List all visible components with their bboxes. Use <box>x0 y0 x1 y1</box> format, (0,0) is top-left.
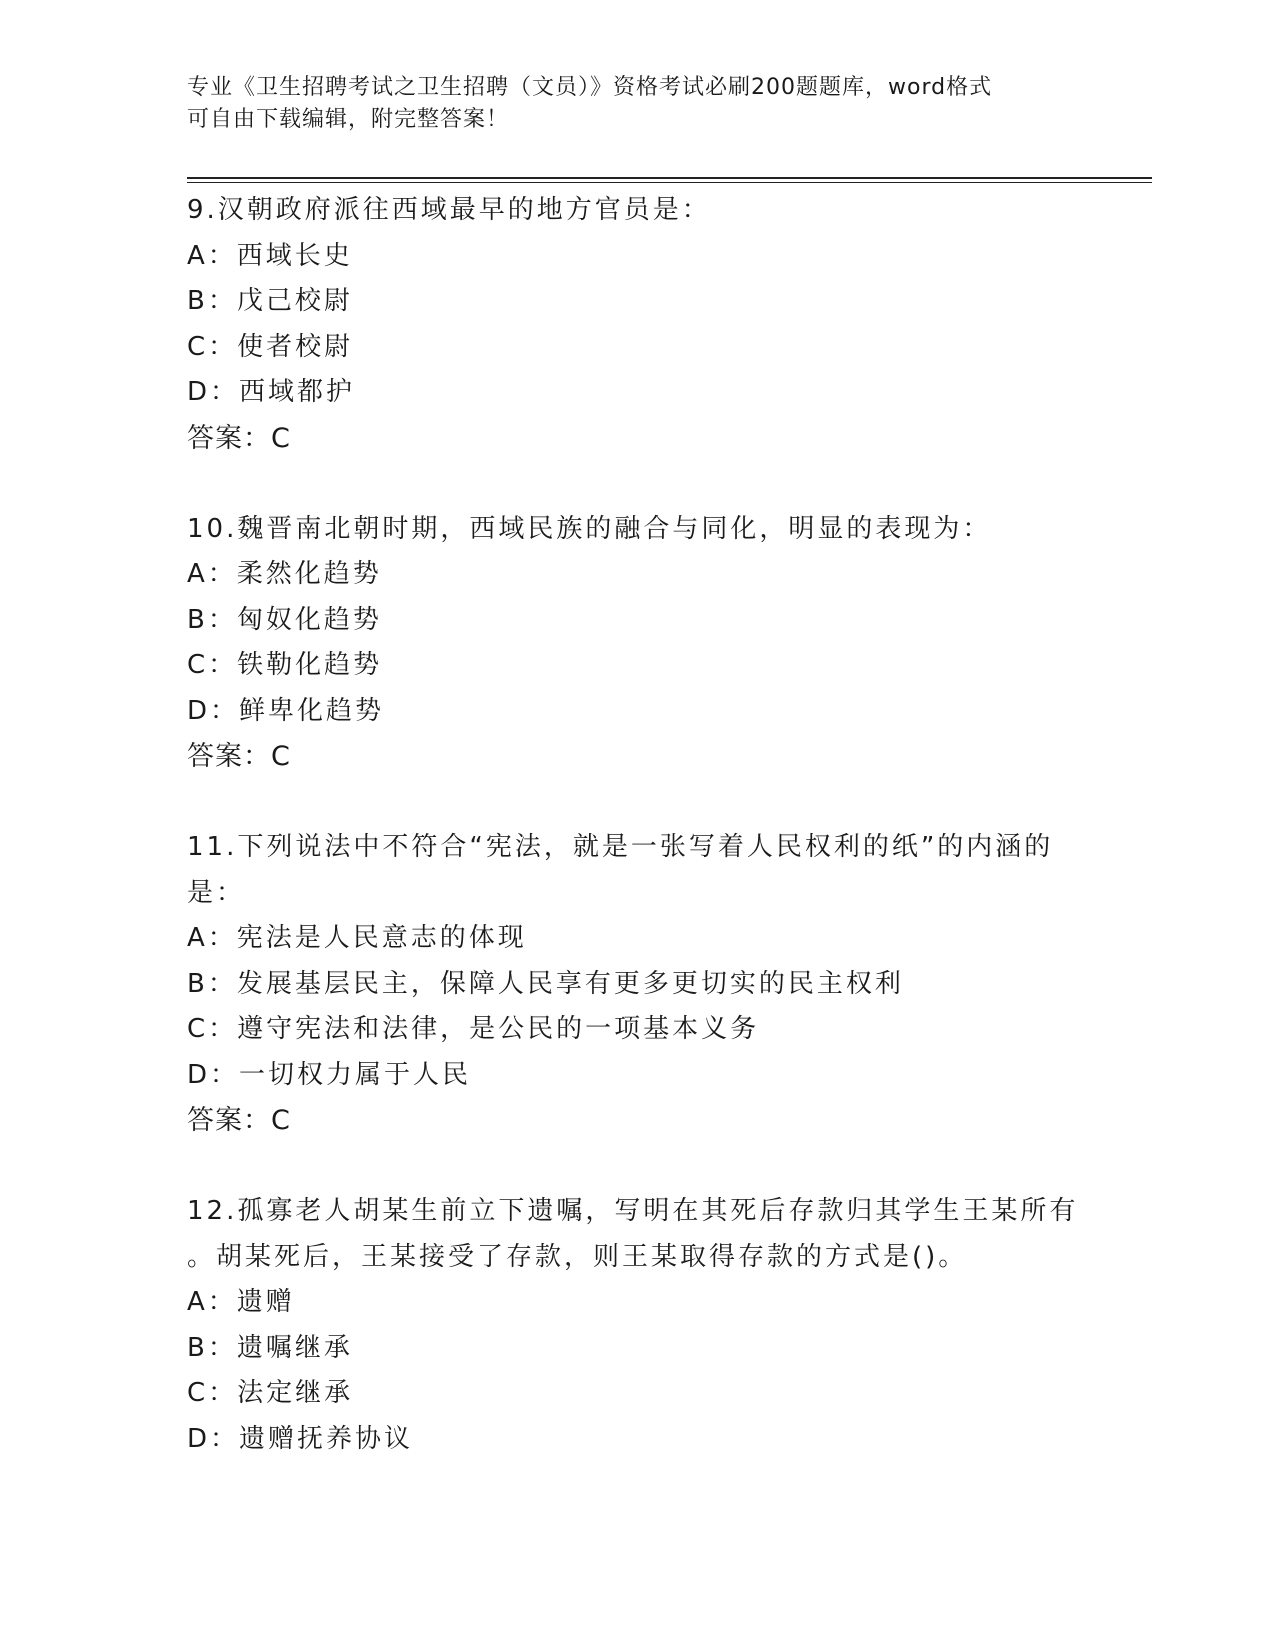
option-b: B：发展基层民主，保障人民享有更多更切实的民主权利 <box>187 968 904 999</box>
header-divider-thin <box>187 182 1152 183</box>
option-c: C：铁勒化趋势 <box>187 650 383 680</box>
header-line-2: 可自由下载编辑，附完整答案！ <box>187 107 510 132</box>
question-list <box>187 188 1087 1462</box>
question-text-line-2: 是： <box>187 877 246 908</box>
question-text-line-1: 12.孤寡老人胡某生前立下遗嘱，写明在其死后存款归其学生王某所有 <box>187 1196 1079 1226</box>
answer-text: 答案：C <box>187 741 291 772</box>
answer-text: 答案：C <box>187 1105 291 1136</box>
option-d: D：一切权力属于人民 <box>187 1059 472 1090</box>
option-d: D：遗赠抚养协议 <box>187 1423 414 1454</box>
option-d: D：鲜卑化趋势 <box>187 695 385 726</box>
answer-text: 答案：C <box>187 422 291 454</box>
question-text: 10.魏晋南北朝时期，西域民族的融合与同化，明显的表现为： <box>187 513 992 544</box>
option-d: D：西域都护 <box>187 377 356 407</box>
option-c: C：法定继承 <box>187 1378 354 1408</box>
option-a: A：宪法是人民意志的体现 <box>187 923 527 953</box>
question-block <box>187 188 1087 461</box>
option-b: B：戊己校尉 <box>187 286 353 316</box>
header-line-1: 专业《卫生招聘考试之卫生招聘（文员）》资格考试必刷200题题库，word格式 <box>187 75 993 100</box>
question-block <box>187 507 1087 780</box>
option-a: A：遗赠 <box>187 1287 295 1317</box>
question-text-line-1: 11.下列说法中不符合“宪法，就是一张写着人民权利的纸”的内涵的 <box>187 832 1054 862</box>
option-a: A：柔然化趋势 <box>187 559 382 589</box>
spacer <box>187 461 1087 507</box>
option-c: C：使者校尉 <box>187 331 354 362</box>
question-text-line-2: 。胡某死后，王某接受了存款，则王某取得存款的方式是()。 <box>187 1241 968 1272</box>
question-block <box>187 1189 1087 1462</box>
question-block <box>187 825 1087 1144</box>
spacer <box>187 1144 1087 1190</box>
option-a: A：西域长史 <box>187 240 353 271</box>
document-header <box>187 72 1067 136</box>
option-b: B：匈奴化趋势 <box>187 604 382 635</box>
question-text: 9.汉朝政府派往西域最早的地方官员是： <box>187 195 711 225</box>
header-divider-thick <box>187 177 1152 179</box>
option-b: B：遗嘱继承 <box>187 1332 353 1363</box>
option-c: C：遵守宪法和法律，是公民的一项基本义务 <box>187 1014 760 1044</box>
spacer <box>187 780 1087 826</box>
